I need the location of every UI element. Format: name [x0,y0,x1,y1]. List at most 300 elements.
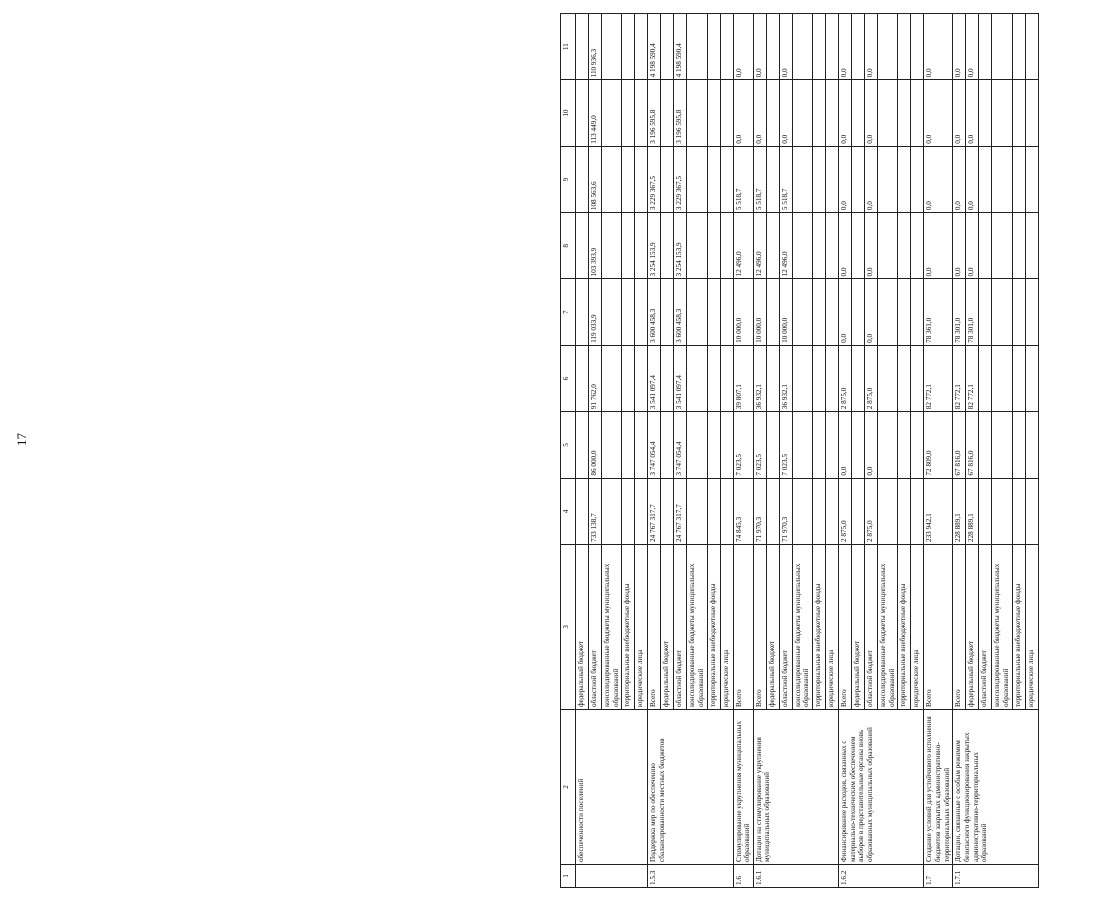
value-cell [979,345,992,411]
row-code: 1.5.3 [648,865,733,888]
value-cell [576,412,589,478]
row-code: 1.7 [924,865,953,888]
budget-table-body [561,14,1039,888]
budget-table [560,13,1039,888]
value-cell: 0,0 [966,213,979,279]
value-cell [898,279,911,345]
value-cell [622,345,635,411]
value-cell [576,80,589,146]
funding-source: областной бюджет [674,545,687,710]
value-cell: 0,0 [924,146,953,212]
value-cell [992,14,1012,80]
value-cell [661,412,674,478]
value-cell: 7 023,5 [779,412,792,478]
value-cell: 108 563,6 [589,146,602,212]
value-cell [826,146,839,212]
value-cell [826,80,839,146]
value-cell [576,213,589,279]
value-cell: 0,0 [966,146,979,212]
value-cell [979,146,992,212]
value-cell [576,478,589,544]
value-cell: 0,0 [865,213,878,279]
value-cell: 7 023,5 [753,412,766,478]
value-cell [852,14,865,80]
value-cell [813,279,826,345]
column-header: 10 [561,80,576,146]
value-cell [602,213,622,279]
value-cell [813,80,826,146]
column-header: 11 [561,14,576,80]
row-name: Поддержка мер по обеспечению сбалансированности местных бюджетов [648,710,733,865]
value-cell [911,478,924,544]
value-cell [992,146,1012,212]
value-cell: 0,0 [865,279,878,345]
funding-source: юридические лица [826,545,839,710]
value-cell [1012,478,1025,544]
value-cell [1012,80,1025,146]
column-header: 9 [561,146,576,212]
value-cell [979,412,992,478]
value-cell [707,412,720,478]
page-number: 17 [14,433,29,446]
funding-source: областной бюджет [865,545,878,710]
funding-source: областной бюджет [589,545,602,710]
value-cell: 74 845,3 [733,478,753,544]
value-cell [898,478,911,544]
value-cell [766,14,779,80]
column-header: 6 [561,345,576,411]
value-cell: 2 875,0 [839,345,852,411]
value-cell [602,80,622,146]
value-cell [826,412,839,478]
value-cell: 0,0 [839,213,852,279]
value-cell [878,146,898,212]
value-cell [602,279,622,345]
value-cell [602,345,622,411]
table-row [576,14,589,888]
value-cell: 3 196 595,8 [674,80,687,146]
value-cell [979,478,992,544]
value-cell [707,146,720,212]
value-cell: 0,0 [779,80,792,146]
value-cell [1025,80,1038,146]
value-cell [576,345,589,411]
funding-source: юридические лица [635,545,648,710]
value-cell [792,345,812,411]
value-cell [635,345,648,411]
value-cell [1025,213,1038,279]
value-cell [1025,14,1038,80]
value-cell: 0,0 [839,14,852,80]
value-cell [687,345,707,411]
funding-source: консолидированные бюджеты муниципальных образований [992,545,1012,710]
row-name: Дотации на стимулирование укрупнения муниципальных образований [753,710,838,865]
value-cell [792,213,812,279]
value-cell [1025,345,1038,411]
value-cell: 0,0 [779,14,792,80]
column-header: 5 [561,412,576,478]
value-cell: 2 875,0 [865,478,878,544]
value-cell: 0,0 [865,412,878,478]
funding-source: федеральный бюджет [766,545,779,710]
value-cell [687,279,707,345]
value-cell [878,478,898,544]
value-cell: 71 970,3 [779,478,792,544]
funding-source: Всего [953,545,966,710]
value-cell [720,345,733,411]
value-cell [826,478,839,544]
value-cell: 0,0 [953,146,966,212]
rotated-table-container [560,13,1100,888]
value-cell: 0,0 [924,80,953,146]
row-name: Стимулирование укрупнения муниципальных образований [733,710,753,865]
value-cell [687,80,707,146]
funding-source: юридические лица [720,545,733,710]
value-cell [602,14,622,80]
value-cell [707,213,720,279]
funding-source: территориальные внебюджетные фонды [813,545,826,710]
value-cell: 2 875,0 [839,478,852,544]
value-cell [813,213,826,279]
value-cell [635,146,648,212]
value-cell [826,213,839,279]
value-cell: 119 033,9 [589,279,602,345]
value-cell [687,146,707,212]
value-cell [1025,412,1038,478]
value-cell: 3 541 097,4 [648,345,661,411]
value-cell: 12 496,0 [779,213,792,279]
row-code: 1.6.1 [753,865,838,888]
value-cell [792,80,812,146]
table-row [733,14,753,888]
value-cell [1012,146,1025,212]
value-cell [792,14,812,80]
value-cell [813,412,826,478]
value-cell [898,146,911,212]
row-name: обеспеченности поселений [576,710,648,865]
value-cell [661,279,674,345]
funding-source: консолидированные бюджеты муниципальных образований [792,545,812,710]
row-code: 1.6.2 [839,865,924,888]
value-cell: 10 000,0 [779,279,792,345]
value-cell [766,213,779,279]
row-code: 1.7.1 [953,865,1038,888]
value-cell [878,345,898,411]
value-cell [602,412,622,478]
value-cell [720,412,733,478]
value-cell [878,14,898,80]
value-cell [898,412,911,478]
value-cell [813,345,826,411]
value-cell [911,80,924,146]
funding-source: территориальные внебюджетные фонды [622,545,635,710]
value-cell: 5 518,7 [733,146,753,212]
value-cell [852,345,865,411]
value-cell [635,279,648,345]
value-cell: 3 747 054,4 [674,412,687,478]
value-cell: 3 747 054,4 [648,412,661,478]
value-cell [720,80,733,146]
value-cell [826,279,839,345]
value-cell [979,80,992,146]
value-cell: 0,0 [924,14,953,80]
value-cell: 0,0 [966,14,979,80]
value-cell [707,14,720,80]
funding-source: Всего [648,545,661,710]
value-cell: 72 809,0 [924,412,953,478]
value-cell [878,412,898,478]
funding-source: областной бюджет [979,545,992,710]
value-cell [766,279,779,345]
value-cell: 82 772,1 [966,345,979,411]
row-code: 1.6 [733,865,753,888]
value-cell [1012,345,1025,411]
value-cell: 0,0 [733,14,753,80]
funding-source: территориальные внебюджетные фонды [1012,545,1025,710]
value-cell [661,345,674,411]
value-cell [911,279,924,345]
value-cell [622,478,635,544]
value-cell: 3 600 458,3 [674,279,687,345]
value-cell [602,478,622,544]
value-cell: 0,0 [733,80,753,146]
value-cell [622,412,635,478]
value-cell [687,213,707,279]
value-cell [622,279,635,345]
value-cell [720,279,733,345]
value-cell [635,412,648,478]
value-cell: 91 762,0 [589,345,602,411]
value-cell: 0,0 [953,14,966,80]
value-cell [911,345,924,411]
funding-source: областной бюджет [779,545,792,710]
value-cell: 228 889,1 [953,478,966,544]
value-cell [635,213,648,279]
value-cell [707,478,720,544]
value-cell [878,279,898,345]
value-cell: 103 393,9 [589,213,602,279]
value-cell: 0,0 [953,80,966,146]
row-name: Создание условий для устойчивого исполнения бюджетов закрытых административно-территориальных образований [924,710,953,865]
value-cell [766,345,779,411]
column-header: 4 [561,478,576,544]
value-cell: 3 600 458,3 [648,279,661,345]
value-cell: 0,0 [865,80,878,146]
value-cell: 4 198 590,4 [648,14,661,80]
value-cell: 82 772,1 [924,345,953,411]
value-cell: 0,0 [924,213,953,279]
value-cell [792,412,812,478]
value-cell [707,279,720,345]
funding-source: федеральный бюджет [966,545,979,710]
value-cell: 36 932,1 [753,345,766,411]
value-cell [661,213,674,279]
value-cell [622,80,635,146]
value-cell: 78 361,0 [924,279,953,345]
funding-source: юридические лица [911,545,924,710]
value-cell: 5 518,7 [753,146,766,212]
column-header: 7 [561,279,576,345]
value-cell [826,14,839,80]
value-cell [635,80,648,146]
value-cell: 228 889,1 [966,478,979,544]
value-cell [1012,14,1025,80]
value-cell [576,14,589,80]
value-cell [661,80,674,146]
table-row [839,14,852,888]
funding-source: федеральный бюджет [852,545,865,710]
value-cell [687,478,707,544]
header-row [561,14,576,888]
value-cell: 5 518,7 [779,146,792,212]
value-cell [792,146,812,212]
funding-source: Всего [924,545,953,710]
value-cell: 113 449,0 [589,80,602,146]
value-cell [992,412,1012,478]
value-cell [992,478,1012,544]
funding-source: федеральный бюджет [576,545,589,710]
value-cell [576,279,589,345]
row-name: Финансирование расходов, связанных с материально-техническим обеспечением выборов в представительные органы вновь образованных муниципальных образований [839,710,924,865]
funding-source: консолидированные бюджеты муниципальных образований [602,545,622,710]
funding-source: территориальные внебюджетные фонды [898,545,911,710]
value-cell [852,412,865,478]
value-cell: 0,0 [753,80,766,146]
value-cell: 233 942,1 [924,478,953,544]
value-cell [979,14,992,80]
value-cell [766,412,779,478]
value-cell [635,14,648,80]
column-header: 2 [561,710,576,865]
value-cell: 0,0 [839,279,852,345]
value-cell: 3 254 153,9 [674,213,687,279]
value-cell [911,412,924,478]
table-row [753,14,766,888]
value-cell: 12 496,0 [753,213,766,279]
column-header: 8 [561,213,576,279]
value-cell [1025,146,1038,212]
table-row [953,14,966,888]
value-cell [661,478,674,544]
value-cell: 67 816,0 [953,412,966,478]
value-cell: 733 138,7 [589,478,602,544]
value-cell [622,146,635,212]
value-cell [813,14,826,80]
value-cell [852,213,865,279]
value-cell [878,80,898,146]
value-cell [720,146,733,212]
value-cell: 67 816,0 [966,412,979,478]
value-cell [852,146,865,212]
value-cell: 86 000,0 [589,412,602,478]
funding-source: консолидированные бюджеты муниципальных образований [687,545,707,710]
value-cell [602,146,622,212]
value-cell [720,213,733,279]
value-cell [813,146,826,212]
value-cell: 82 772,1 [953,345,966,411]
value-cell [852,478,865,544]
value-cell [622,14,635,80]
value-cell: 3 541 097,4 [674,345,687,411]
value-cell: 110 936,3 [589,14,602,80]
value-cell [766,80,779,146]
value-cell [792,279,812,345]
value-cell [992,279,1012,345]
value-cell [707,80,720,146]
value-cell [707,345,720,411]
value-cell [826,345,839,411]
value-cell: 0,0 [839,80,852,146]
value-cell: 0,0 [953,213,966,279]
funding-source: консолидированные бюджеты муниципальных образований [878,545,898,710]
value-cell [852,80,865,146]
value-cell: 2 875,0 [865,345,878,411]
value-cell: 4 198 590,4 [674,14,687,80]
value-cell: 0,0 [839,146,852,212]
value-cell: 0,0 [839,412,852,478]
funding-source: Всего [753,545,766,710]
value-cell [878,213,898,279]
funding-source: юридические лица [1025,545,1038,710]
value-cell: 71 970,3 [753,478,766,544]
funding-source: Всего [839,545,852,710]
value-cell [911,213,924,279]
value-cell [687,14,707,80]
table-row [648,14,661,888]
value-cell: 3 229 367,5 [674,146,687,212]
table-row [924,14,953,888]
value-cell: 0,0 [966,80,979,146]
value-cell [911,14,924,80]
column-header: 3 [561,545,576,710]
value-cell [898,14,911,80]
value-cell: 3 196 595,8 [648,80,661,146]
value-cell [992,345,1012,411]
value-cell [852,279,865,345]
value-cell: 10 000,0 [733,279,753,345]
value-cell [635,478,648,544]
value-cell: 39 807,1 [733,345,753,411]
value-cell [992,80,1012,146]
funding-source: территориальные внебюджетные фонды [707,545,720,710]
value-cell [992,213,1012,279]
value-cell: 0,0 [865,14,878,80]
value-cell [898,80,911,146]
column-header: 1 [561,865,576,888]
value-cell [622,213,635,279]
value-cell [1012,412,1025,478]
value-cell [792,478,812,544]
value-cell: 0,0 [865,146,878,212]
funding-source: федеральный бюджет [661,545,674,710]
value-cell [766,478,779,544]
funding-source: Всего [733,545,753,710]
value-cell [979,213,992,279]
value-cell: 7 023,5 [733,412,753,478]
value-cell: 78 301,0 [966,279,979,345]
value-cell [661,14,674,80]
value-cell: 3 229 367,5 [648,146,661,212]
value-cell [1012,213,1025,279]
value-cell [911,146,924,212]
value-cell [813,478,826,544]
row-code [576,865,648,888]
row-name: Дотации, связанные с особым режимом безопасного функционирования закрытых административно-территориальных образований [953,710,1038,865]
value-cell: 12 496,0 [733,213,753,279]
value-cell: 3 254 153,9 [648,213,661,279]
value-cell [687,412,707,478]
value-cell: 0,0 [753,14,766,80]
